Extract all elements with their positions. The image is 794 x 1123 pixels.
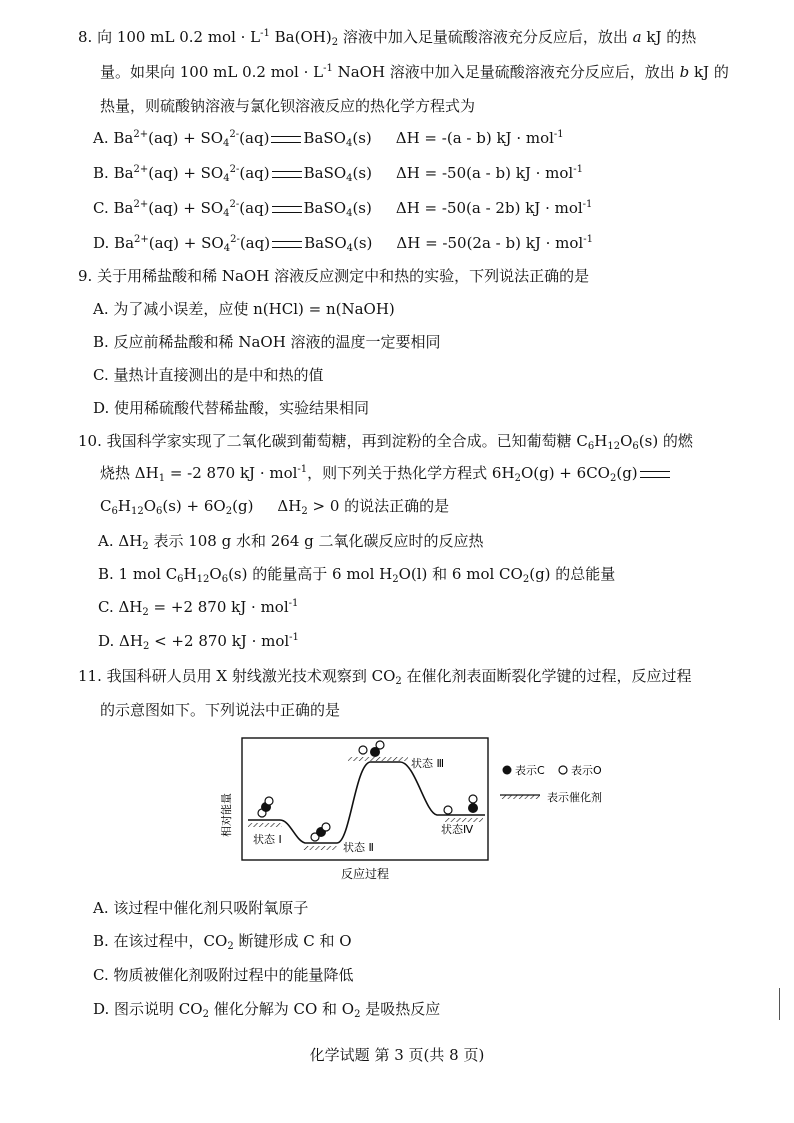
- catalyst-surface-2: [303, 846, 337, 850]
- q8-stem-line2: 量。如果向 100 mL 0.2 mol · $L^{-1}$ NaOH 溶液中加入足量硫酸溶液充分反应后，放出 b kJ 的: [100, 63, 729, 81]
- reaction-process-diagram: [215, 735, 645, 885]
- q11-stem-line1: 11. 我国科研人员用 X 射线激光技术观察到 $CO_2$ 在催化剂表面断裂化学键的过程，反应过程: [78, 667, 692, 687]
- page-footer: 化学试题 第 3 页(共 8 页): [309, 1046, 485, 1064]
- state4-molecule: [444, 795, 478, 814]
- q8-option-b[interactable]: B. $Ba^{2+}(aq) + SO_4^{2-}(aq)$ BaSO$_4$(s) ΔH = -50(a - b) kJ · mol$^{-1}$: [93, 164, 583, 184]
- q9-option-c[interactable]: C. 量热计直接测出的是中和热的值: [93, 366, 324, 384]
- equals-arrow: [640, 471, 670, 478]
- state1-label: 状态 Ⅰ: [253, 833, 282, 846]
- q10-stem-line2: 烧热 $\Delta H_1 = -2$ 870 kJ · mol$^{-1}$，则下列关于热化学方程式 $6H_2O(g) + 6CO_2(g)$: [100, 463, 672, 483]
- state4-label: 状态Ⅳ: [441, 823, 474, 836]
- q11-option-d[interactable]: D. 图示说明 $CO_2$ 催化分解为 CO 和 $O_2$ 是吸热反应: [93, 1000, 441, 1020]
- margin-mark: [779, 988, 780, 1020]
- q8-stem-line3: 热量，则硫酸钠溶液与氯化钡溶液反应的热化学方程式为: [100, 97, 476, 115]
- q10-stem-line3: $C_6H_{12}O_6(s) + 6O_2(g) \Delta H_2 > 0$ 的说法正确的是: [100, 497, 450, 517]
- q10-option-d[interactable]: D. $\Delta H_2 < +2$ 870 kJ · mol$^{-1}$: [98, 632, 299, 652]
- state3-label: 状态 Ⅲ: [411, 757, 445, 770]
- diagram-xlabel: 反应过程: [340, 867, 390, 881]
- q11-stem-line2: 的示意图如下。下列说法中正确的是: [100, 701, 341, 719]
- diagram-ylabel: 相对能量: [220, 793, 233, 837]
- equals-arrow: [272, 241, 302, 248]
- catalyst-surface-3: [348, 757, 408, 761]
- q11-option-b[interactable]: B. 在该过程中，$CO_2$ 断键形成 C 和 O: [93, 932, 352, 952]
- q8-stem-line1: 8. 向 100 mL 0.2 mol · $L^{-1}$ $Ba(OH)_2$ 溶液中加入足量硫酸溶液充分反应后，放出 a kJ 的热: [78, 28, 697, 48]
- legend-carbon-icon: [503, 766, 512, 775]
- q9-stem: 9. 关于用稀盐酸和稀 NaOH 溶液反应测定中和热的实验，下列说法正确的是: [78, 267, 590, 285]
- q9-option-d[interactable]: D. 使用稀硫酸代替稀盐酸，实验结果相同: [93, 399, 370, 417]
- legend-carbon: 表示C: [515, 764, 545, 777]
- q8-option-d[interactable]: D. $Ba^{2+}(aq) + SO_4^{2-}(aq)$ BaSO$_4$(s) ΔH = -50(2a - b) kJ · mol$^{-1}$: [93, 234, 593, 254]
- equals-arrow: [271, 136, 301, 143]
- state2-molecule: [311, 823, 330, 841]
- equals-arrow: [272, 206, 302, 213]
- q8-option-c[interactable]: C. $Ba^{2+}(aq) + SO_4^{2-}(aq)$ BaSO$_4$(s) ΔH = -50(a - 2b) kJ · mol$^{-1}$: [93, 199, 593, 219]
- q10-option-b[interactable]: B. 1 mol $C_6H_{12}O_6(s)$ 的能量高于 6 mol $H_2O(l)$ 和 6 mol $CO_2(g)$ 的总能量: [98, 565, 616, 585]
- state2-label: 状态 Ⅱ: [343, 841, 374, 854]
- equals-arrow: [272, 171, 302, 178]
- state3-molecule: [359, 741, 384, 757]
- catalyst-surface-1: [248, 823, 282, 827]
- q11-option-a[interactable]: A. 该过程中催化剂只吸附氧原子: [93, 899, 309, 917]
- q9-option-b[interactable]: B. 反应前稀盐酸和稀 NaOH 溶液的温度一定要相同: [93, 333, 441, 351]
- q10-option-c[interactable]: C. $\Delta H_2 = +2$ 870 kJ · mol$^{-1}$: [98, 598, 299, 618]
- state1-molecule: [258, 797, 273, 817]
- q9-option-a[interactable]: A. 为了减小误差，应使 n(HCl) = n(NaOH): [93, 300, 395, 318]
- legend-oxygen-icon: [559, 766, 567, 774]
- catalyst-surface-4: [445, 818, 483, 822]
- q8-option-a[interactable]: A. $Ba^{2+}(aq) + SO_4^{2-}(aq)$ BaSO$_4$(s) ΔH = -(a - b) kJ · mol$^{-1}$: [93, 129, 564, 149]
- q10-option-a[interactable]: A. $\Delta H_2$ 表示 108 g 水和 264 g 二氧化碳反应时的反应热: [98, 532, 484, 552]
- q10-stem-line1: 10. 我国科学家实现了二氧化碳到葡萄糖，再到淀粉的全合成。已知葡萄糖 $C_6H_{12}O_6(s)$ 的燃: [78, 432, 693, 452]
- legend-catalyst: 表示催化剂: [547, 791, 602, 804]
- legend-oxygen: 表示O: [571, 764, 602, 777]
- q11-option-c[interactable]: C. 物质被催化剂吸附过程中的能量降低: [93, 966, 354, 984]
